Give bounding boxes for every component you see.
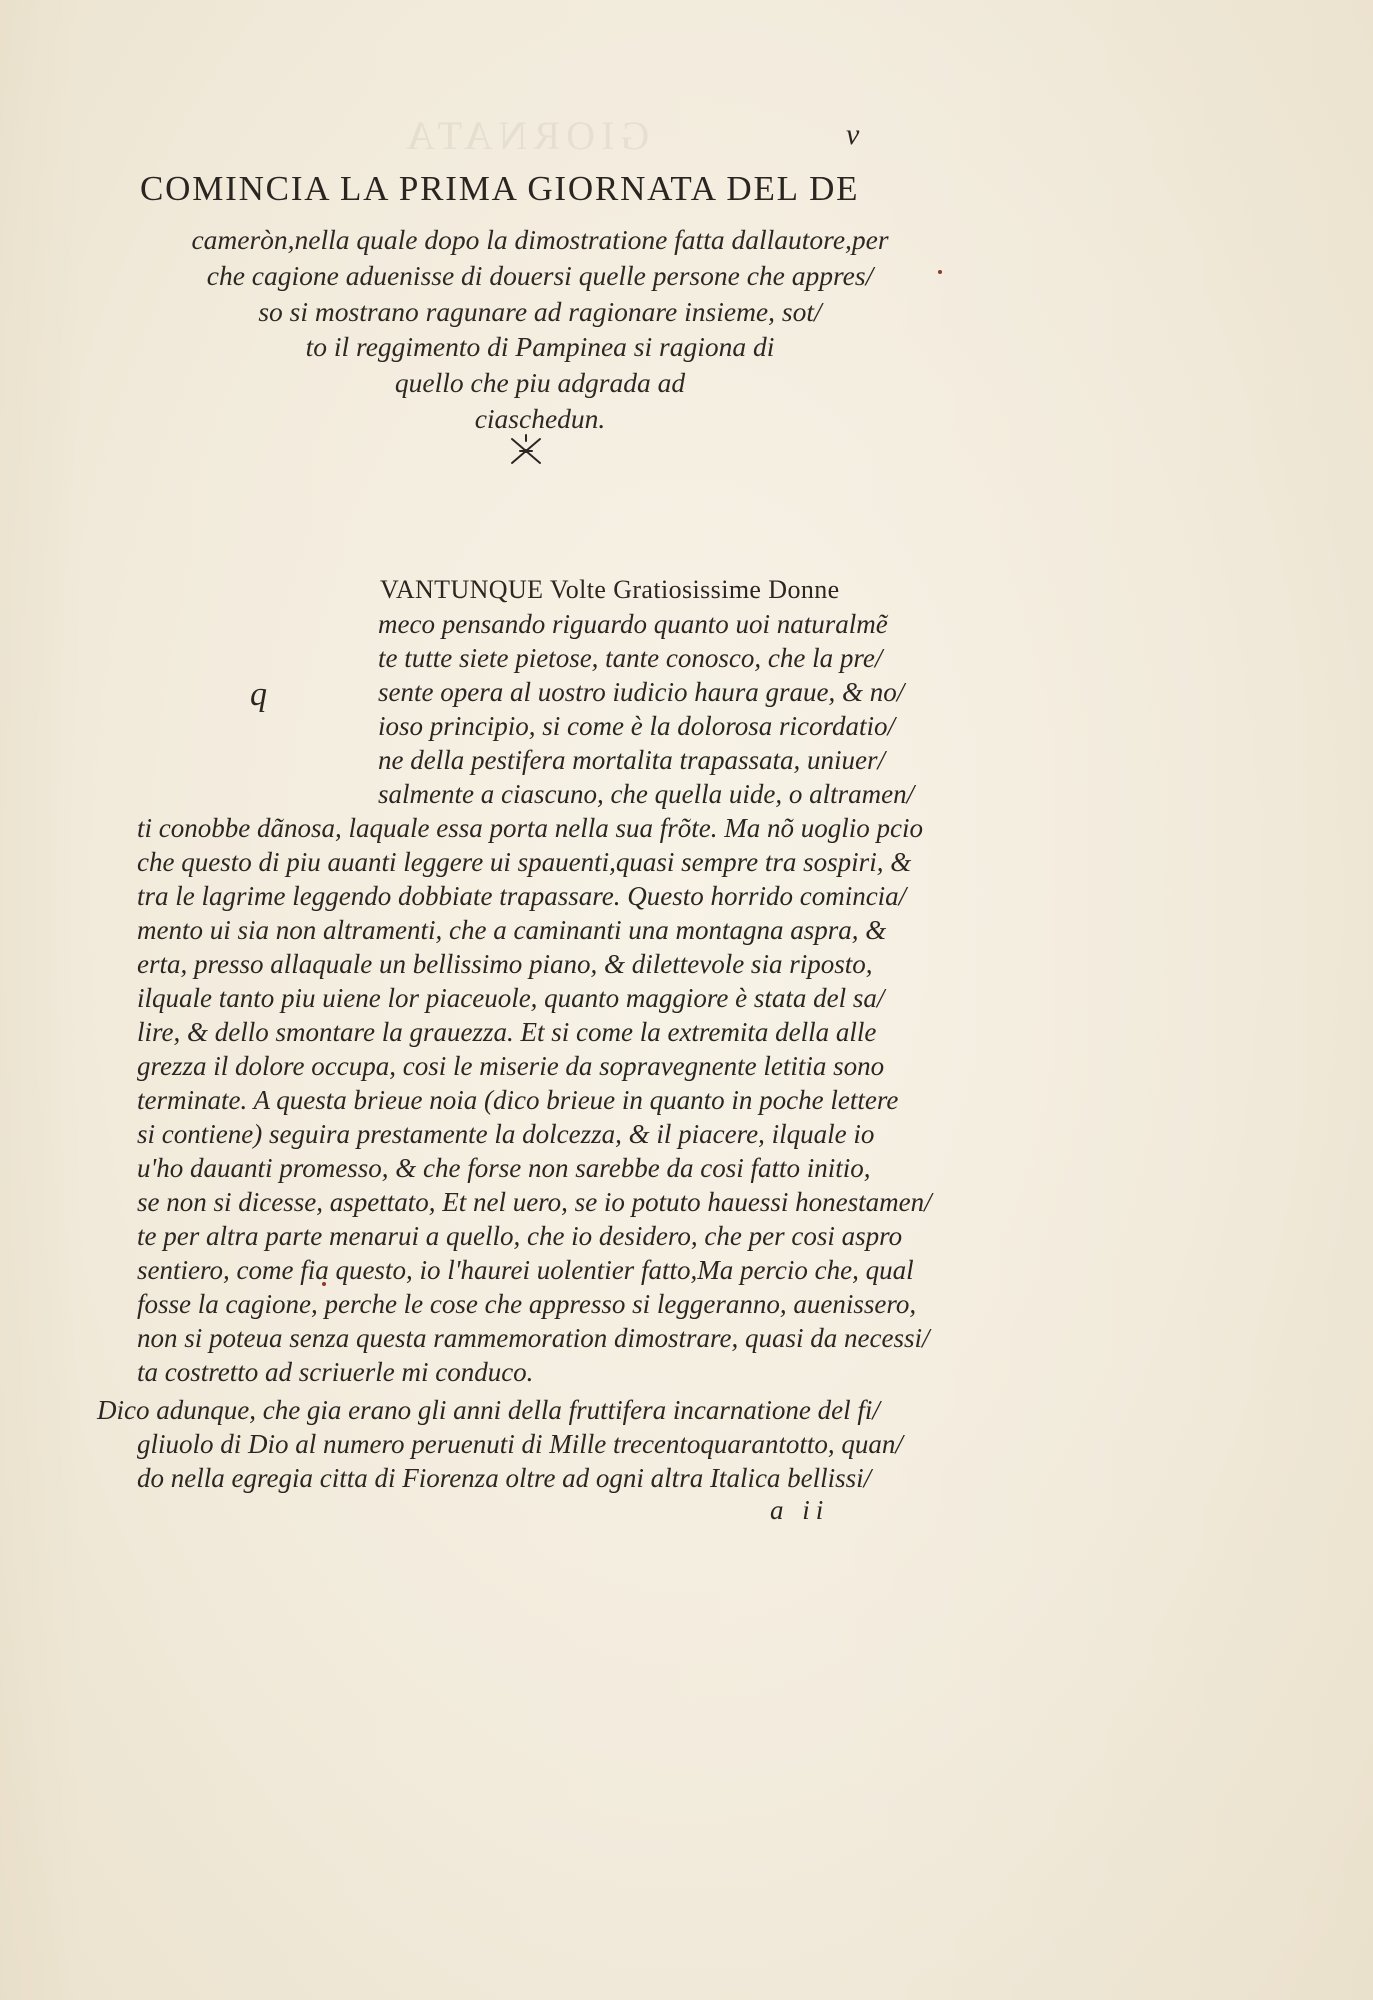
body-line: do nella egregia citta di Fiorenza oltre ad ogni altra Italica bellissi/: [137, 1463, 872, 1493]
body-line: ioso principio, si come è la dolorosa ricordatio/: [378, 711, 895, 741]
body-line: sentiero, come fia questo, io l'haurei uolentier fatto,Ma percio che, qual: [137, 1255, 914, 1285]
body-line: ilquale tanto piu uiene lor piaceuole, quanto maggiore è stata del sa/: [137, 983, 885, 1013]
body-line: u'ho dauanti promesso, & che forse non sarebbe da cosi fatto initio,: [137, 1153, 871, 1183]
body-line: mento ui sia non altramenti, che a caminanti una montagna aspra, &: [137, 915, 887, 945]
body-line: terminate. A questa brieue noia (dico brieue in quanto in poche lettere: [137, 1085, 899, 1115]
body-line: lire, & dello smontare la grauezza. Et si come la extremita della alle: [137, 1017, 877, 1047]
body-line: VANTUNQUE Volte Gratiosissime Donne: [380, 575, 840, 604]
body-line: ta costretto ad scriuerle mi conduco.: [137, 1357, 534, 1387]
signature-mark: a ii: [770, 1495, 830, 1525]
body-line: si contiene) seguira prestamente la dolcezza, & il piacere, ilquale io: [137, 1119, 875, 1149]
body-line: ne della pestifera mortalita trapassata, uniuer/: [378, 745, 885, 775]
body-line: Dico adunque, che gia erano gli anni della fruttifera incarnatione del fi/: [97, 1395, 880, 1425]
body-line: ti conobbe dãnosa, laquale essa porta nella sua frõte. Ma nõ uoglio pcio: [137, 813, 923, 843]
intro-line: so si mostrano ragunare ad ragionare insieme, sot/: [258, 295, 822, 327]
body-line: tra le lagrime leggendo dobbiate trapassare. Questo horrido comincia/: [137, 881, 907, 911]
body-line: te tutte siete pietose, tante conosco, che la pre/: [378, 643, 883, 673]
body-line: te per altra parte menarui a quello, che io desidero, che per cosi aspro: [137, 1221, 903, 1251]
intro-line: ciaschedun.: [474, 402, 606, 434]
body-line: salmente a ciascuno, che quella uide, o altramen/: [378, 779, 915, 809]
intro-line: quello che piu adgrada ad: [394, 367, 686, 399]
body-line: meco pensando riguardo quanto uoi naturalmẽ: [378, 609, 888, 639]
intro-line: to il reggimento di Pampinea si ragiona di: [305, 331, 775, 363]
body-line: fosse la cagione, perche le cose che appresso si leggeranno, auenissero,: [137, 1289, 917, 1319]
body-line: gliuolo di Dio al numero peruenuti di Mille trecentoquarantotto, quan/: [137, 1429, 903, 1459]
body-line: non si poteua senza questa rammemoration dimostrare, quasi da necessi/: [137, 1323, 930, 1353]
chapter-heading: COMINCIA LA PRIMA GIORNATA DEL DE: [140, 169, 860, 208]
body-line: se non si dicesse, aspettato, Et nel uero, se io potuto hauessi honestamen/: [137, 1187, 932, 1217]
intro-line: cameròn,nella quale dopo la dimostratione fatta dallautore,per: [191, 224, 889, 255]
folio-number: v: [846, 118, 860, 151]
body-line: sente opera al uostro iudicio haura graue, & no/: [378, 677, 905, 707]
body-line: grezza il dolore occupa, cosi le miserie da sopravegnente letitia sono: [137, 1051, 885, 1081]
body-line: erta, presso allaquale un bellissimo piano, & dilettevole sia riposto,: [137, 949, 873, 979]
guide-letter: q: [250, 676, 267, 713]
intro-line: che cagione aduenisse di douersi quelle persone che appres/: [206, 259, 874, 291]
show-through-text: GIORNATA: [400, 113, 650, 158]
body-line: che questo di piu auanti leggere ui spauenti,quasi sempre tra sospiri, &: [137, 847, 912, 877]
